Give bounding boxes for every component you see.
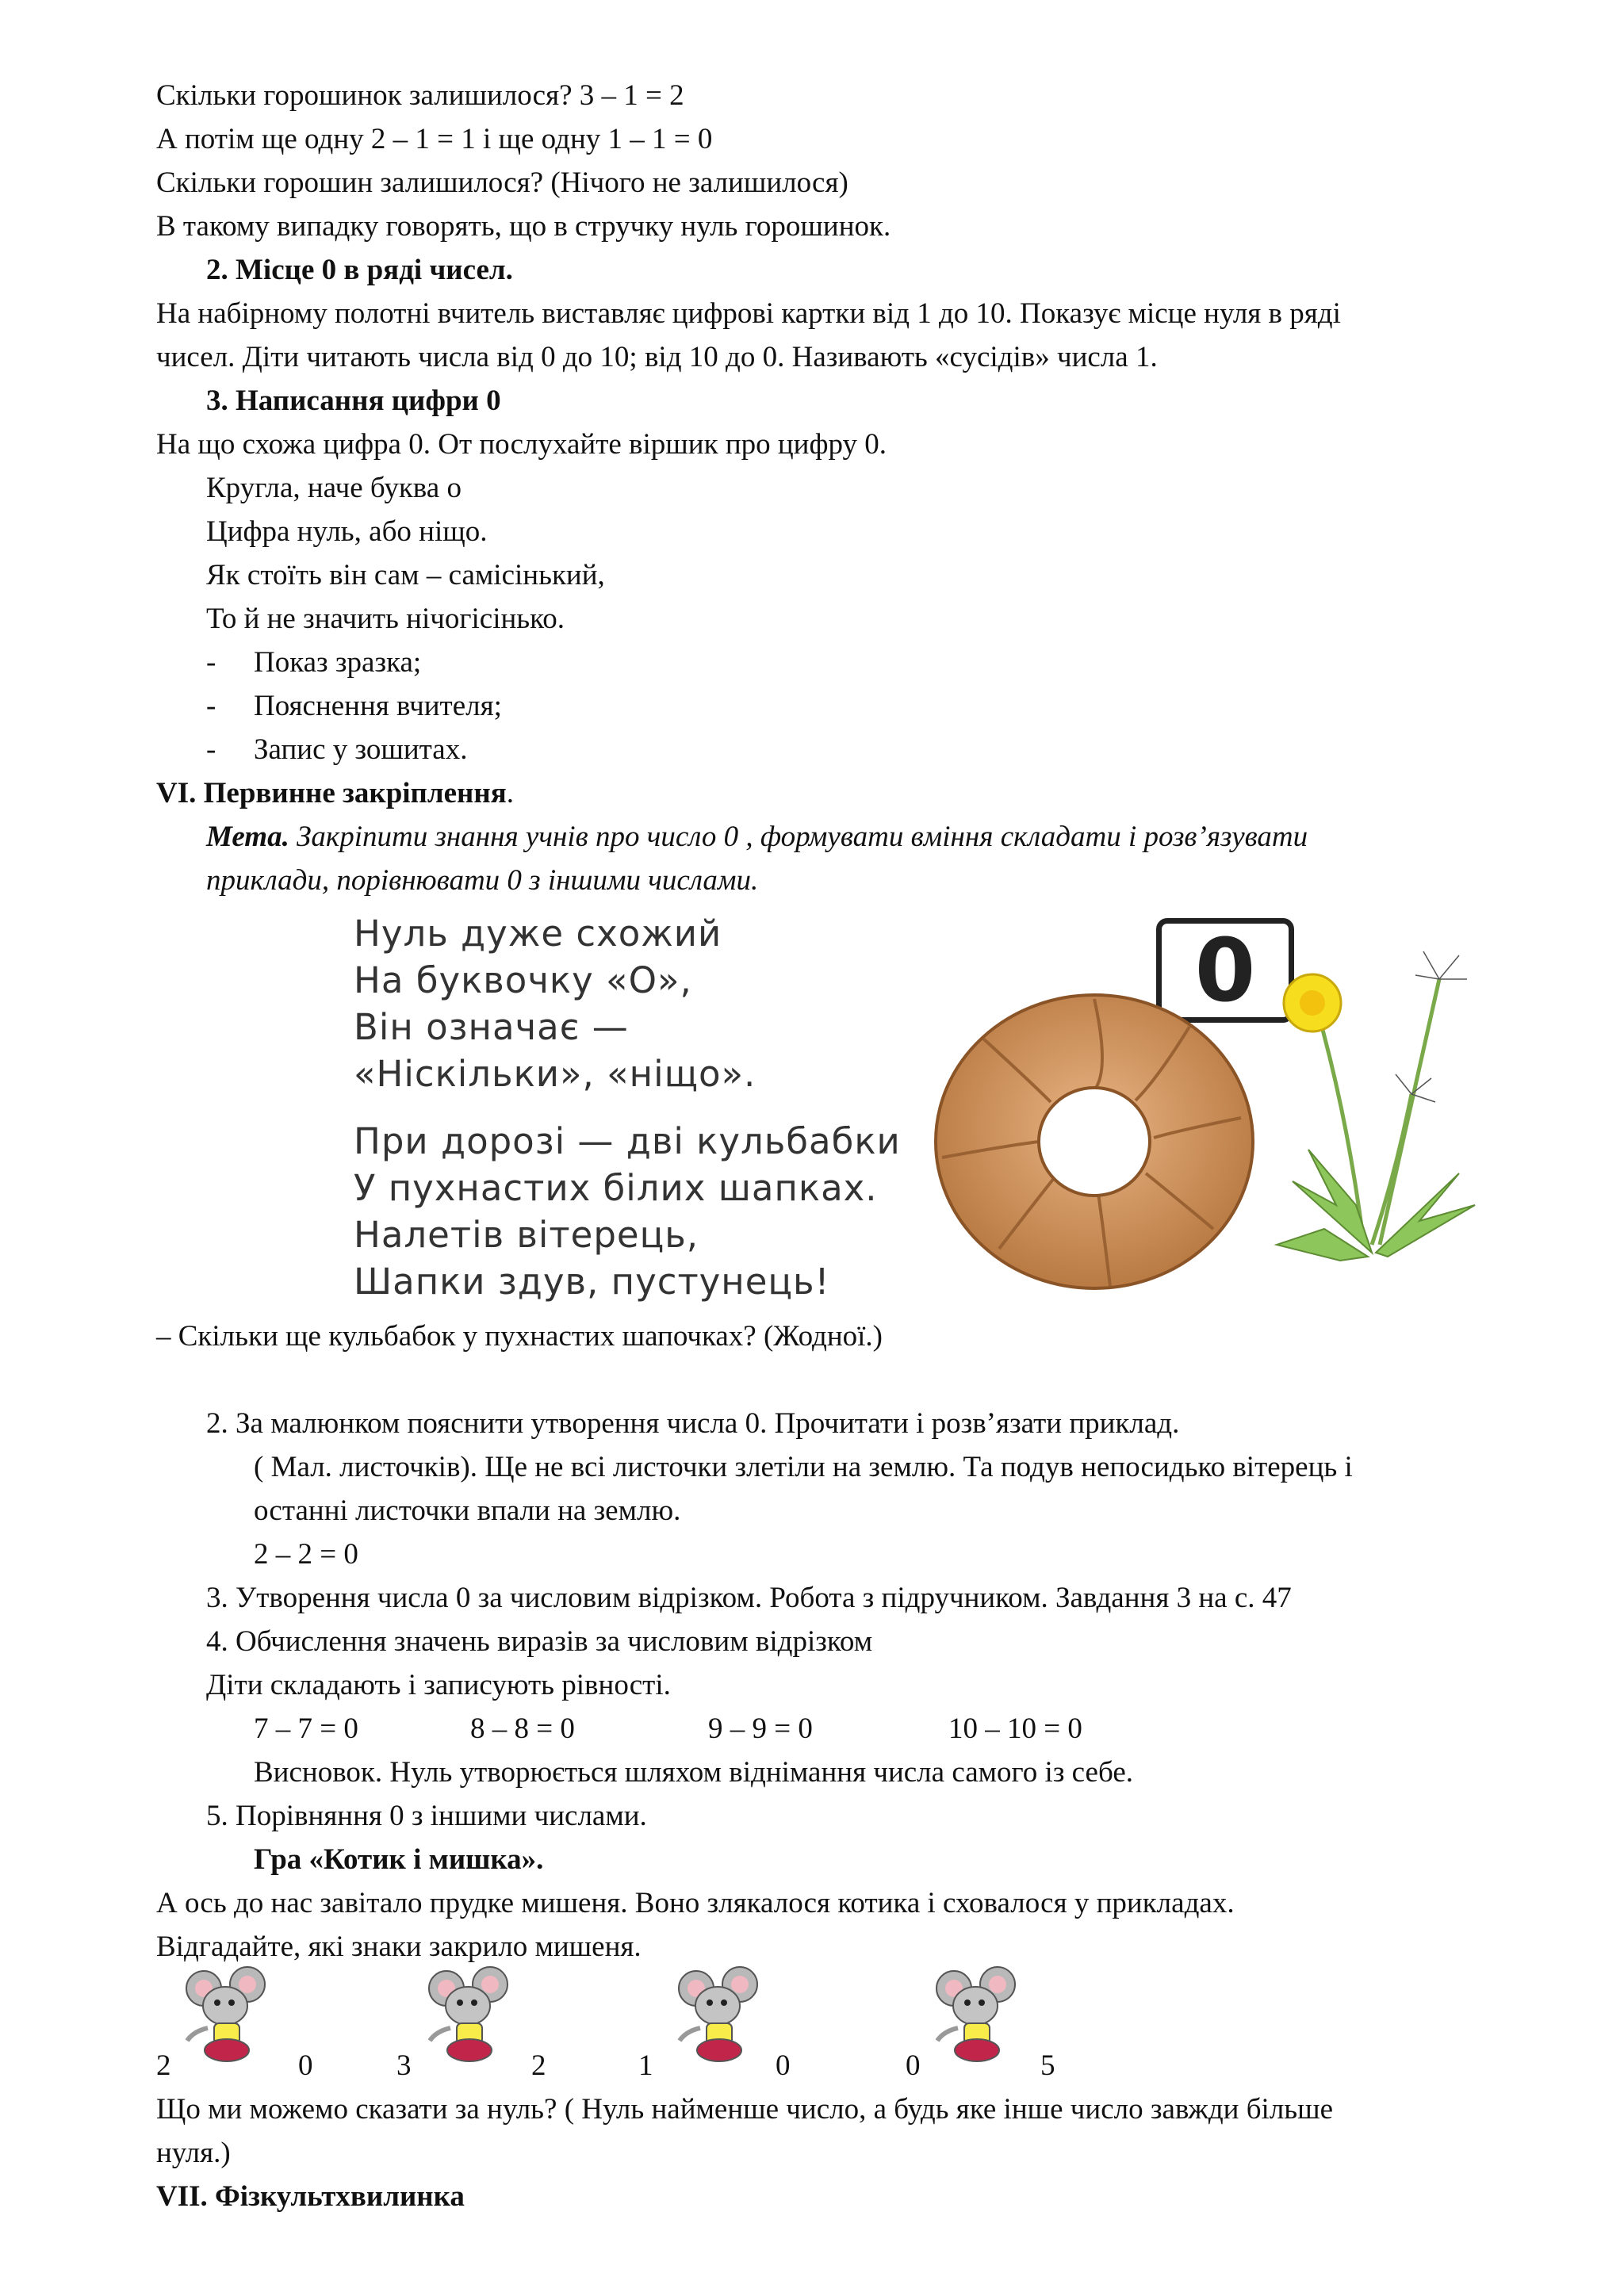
text-line: нуля.) [156,2137,231,2169]
game-title: Гра «Котик і мишка». [254,1843,544,1876]
textbook-poem-line: При дорозі — дві кульбабки [354,1120,901,1162]
list-item-text: ( Мал. листочків). Ще не всі листочки злетіли на землю. Та подув непосидько вітерець і [254,1451,1353,1483]
text-line: Відгадайте, які знаки закрило мишеня. [156,1931,642,1963]
goal-line: приклади, порівнювати 0 з іншими числами. [206,864,759,897]
equation: 8 – 8 = 0 [470,1712,575,1745]
bullet-dash: - [206,646,216,679]
bagel-illustration [928,983,1261,1300]
section-heading-vi [156,775,514,812]
text-line: А ось до нас завітало прудке мишеня. Воно злякалося котика і сховалося у прикладах. [156,1887,1235,1919]
mouse-icon [176,1965,279,2068]
mouse-icon [926,1965,1029,2068]
text-line: Що ми можемо сказати за нуль? ( Нуль найменше число, а будь яке інше число завжди більше [156,2093,1334,2126]
puzzle-number: 2 [531,2049,546,2082]
list-item: 2. За малюнком пояснити утворення числа 0. Прочитати і розв’язати приклад. [206,1407,1180,1440]
poem-line: Як стоїть він сам – самісінький, [206,559,605,591]
goal-line [206,819,1308,855]
text-line: Скільки горошин залишилося? (Нічого не залишилося) [156,166,848,199]
section-heading-text: VI. Первинне закріплення [156,777,507,809]
puzzle-number: 3 [396,2049,412,2082]
puzzle-number: 2 [156,2049,171,2082]
poem-line: Кругла, наче буква о [206,472,462,504]
puzzle-number: 0 [776,2049,791,2082]
text-line: Діти складають і записують рівності. [206,1669,671,1701]
list-item-text: останні листочки впали на землю. [254,1494,681,1527]
text-line: В такому випадку говорять, що в стручку нуль горошинок. [156,210,891,243]
question-line: – Скільки ще кульбабок у пухнастих шапочках? (Жодної.) [156,1320,883,1353]
textbook-poem-line: На буквочку «О», [354,959,692,1001]
bullet-dash: - [206,733,216,766]
text-line: чисел. Діти читають числа від 0 до 10; від 10 до 0. Називають «сусідів» числа 1. [156,341,1158,373]
section-heading: 3. Написання цифри 0 [206,385,501,417]
text-line: А потім ще одну 2 – 1 = 1 і ще одну 1 – 1 = 0 [156,123,713,155]
mouse-icon [419,1965,522,2068]
textbook-poem-line: Він означає — [354,1006,629,1048]
zero-card: 0 [1156,918,1294,1023]
textbook-poem-line: «Нiскiльки», «нiщо». [354,1053,756,1095]
mouse-icon [668,1965,772,2068]
equation: 9 – 9 = 0 [708,1712,813,1745]
poem-line: Цифра нуль, або ніщо. [206,515,488,548]
bullet-dash: - [206,690,216,722]
equation: 10 – 10 = 0 [948,1712,1082,1745]
textbook-poem-line: Нуль дуже схожий [354,913,722,955]
list-item: 5. Порівняння 0 з іншими числами. [206,1800,647,1832]
puzzle-number: 0 [298,2049,313,2082]
text-line: Скільки горошинок залишилося? 3 – 1 = 2 [156,79,684,112]
heading-dot: . [506,777,514,809]
puzzle-number: 1 [638,2049,653,2082]
list-item: 3. Утворення числа 0 за числовим відрізком. Робота з підручником. Завдання 3 на с. 47 [206,1582,1292,1614]
text-line: На набірному полотні вчитель виставляє цифрові картки від 1 до 10. Показує місце нуля в ряді [156,297,1341,330]
puzzle-number: 0 [906,2049,921,2082]
poem-line: То й не значить нічогісінько. [206,603,565,635]
bullet-item: Пояснення вчителя; [254,690,502,722]
equation: 2 – 2 = 0 [254,1538,358,1571]
goal-label: Мета. [206,821,289,853]
equation: 7 – 7 = 0 [254,1712,358,1745]
section-heading: 2. Місце 0 в ряді чисел. [206,254,513,286]
dandelion-illustration [1261,943,1522,1269]
text-line: Висновок. Нуль утворюється шляхом віднімання числа самого із себе. [254,1756,1133,1789]
text-line: На що схожа цифра 0. От послухайте віршик про цифру 0. [156,428,887,461]
textbook-poem-line: Налетів вітерець, [354,1214,699,1256]
goal-text: Закріпити знання учнів про число 0 , формувати вміння складати і розв’язувати [289,821,1308,853]
list-item: 4. Обчислення значень виразів за числовим відрізком [206,1625,873,1658]
bullet-item: Запис у зошитах. [254,733,468,766]
puzzle-number: 5 [1040,2049,1055,2082]
section-heading: VII. Фізкультхвилинка [156,2180,465,2213]
textbook-poem-line: У пухнастих білих шапках. [354,1167,878,1209]
bullet-item: Показ зразка; [254,646,422,679]
textbook-poem-line: Шапки здув, пустунець! [354,1261,830,1303]
